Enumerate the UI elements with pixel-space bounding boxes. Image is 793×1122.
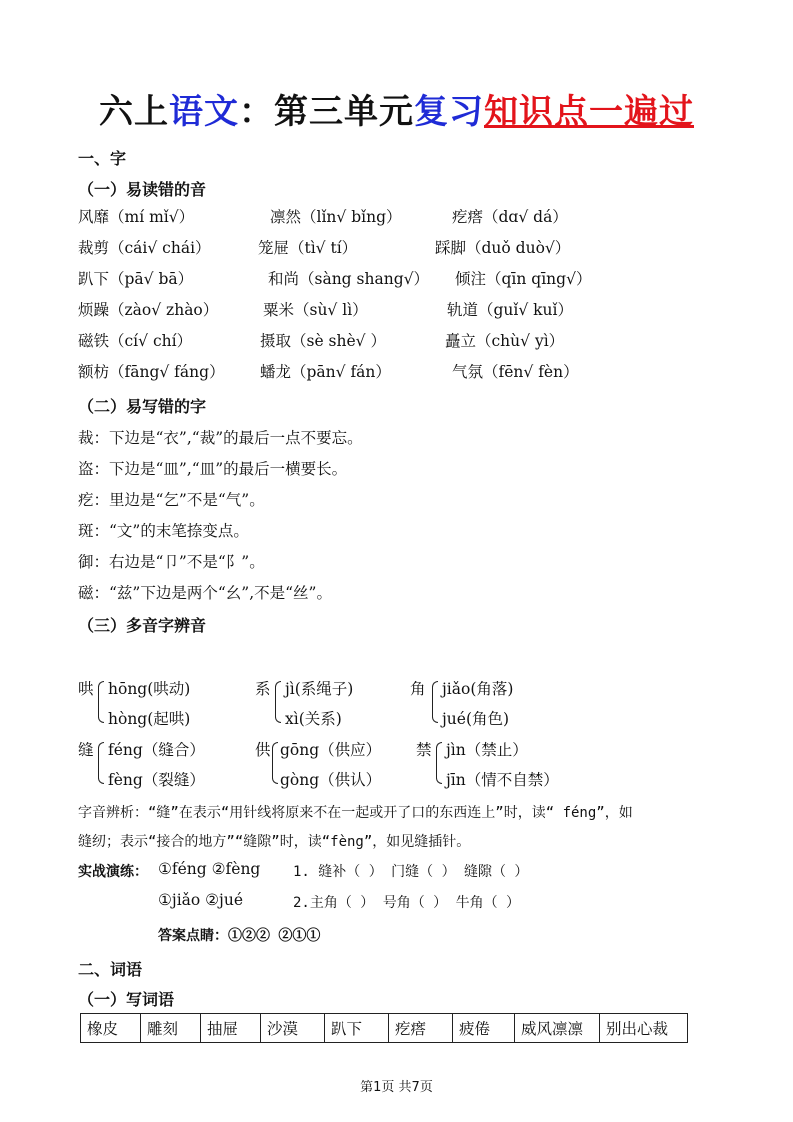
- polyphone-reading: féng（缝合）: [108, 741, 205, 759]
- vocab-cell: 沙漠: [261, 1014, 325, 1043]
- brace-icon: [272, 742, 278, 784]
- spelling-note: 裁：下边是“衣”,“裁”的最后一点不要忘。: [78, 429, 363, 447]
- spelling-note: 疙：里边是“乞”不是“气”。: [78, 491, 265, 509]
- vocab-cell: 抽屉: [201, 1014, 261, 1043]
- spelling-note: 磁：“兹”下边是两个“幺”,不是“丝”。: [78, 584, 332, 602]
- polyphone-reading: hōng(哄动): [108, 680, 191, 698]
- brace-icon: [432, 681, 438, 723]
- vocab-cell: 趴下: [325, 1014, 389, 1043]
- spelling-note: 斑：“文”的末笔捺变点。: [78, 522, 249, 540]
- vocab-cell: 橡皮: [81, 1014, 141, 1043]
- pron-item: 裁剪（cái√ chái）: [78, 239, 211, 257]
- pron-item: 摄取（sè shè√ ）: [260, 332, 386, 350]
- pron-item: 倾注（qīn qīng√）: [455, 270, 592, 288]
- pron-item: 额枋（fāng√ fáng）: [78, 363, 225, 381]
- pron-item: 笼屉（tì√ tí）: [258, 239, 358, 257]
- polyphone-reading: jì(系绳子): [285, 680, 354, 698]
- pron-item: 风靡（mí mǐ√）: [78, 208, 195, 226]
- pron-item: 矗立（chù√ yì）: [445, 332, 565, 350]
- brace-icon: [98, 681, 104, 723]
- analysis-line-2: 缝纫；表示“接合的地方”“缝隙”时，读“fèng”，如见缝插针。: [78, 834, 471, 850]
- pron-item: 轨道（guǐ√ kuǐ）: [447, 301, 573, 319]
- polyphone-reading: jìn（禁止）: [446, 741, 528, 759]
- practice-label: 实战演练：: [78, 864, 148, 880]
- polyphone-reading: gòng（供认）: [280, 771, 382, 789]
- polyphone-reading: gōng（供应）: [280, 741, 382, 759]
- pron-item: 踩脚（duǒ duò√）: [435, 239, 571, 257]
- practice-items-1: 1. 缝补（ ） 门缝（ ） 缝隙（ ）: [293, 864, 529, 880]
- brace-icon: [436, 742, 442, 784]
- practice-options-1: ①féng ②fèng: [158, 860, 261, 878]
- polyphone-char: 角: [410, 680, 426, 698]
- table-row: [81, 1014, 688, 1043]
- analysis-line-1: 字音辨析：“缝”在表示“用针线将原来不在一起或开了口的东西连上”时，读“ féng”，如: [78, 805, 633, 821]
- subheading-spelling: （二）易写错的字: [78, 397, 207, 416]
- polyphone-reading: jīn（情不自禁）: [446, 771, 559, 789]
- section-heading-words: 二、词语: [78, 960, 143, 979]
- section-heading-characters: 一、字: [78, 149, 127, 168]
- pron-item: 粟米（sù√ lì）: [263, 301, 368, 319]
- vocab-cell: 疙瘩: [389, 1014, 453, 1043]
- pron-item: 磁铁（cí√ chí）: [78, 332, 193, 350]
- polyphone-reading: hòng(起哄): [108, 710, 191, 728]
- polyphone-reading: fèng（裂缝）: [108, 771, 205, 789]
- title-part-2: 语文: [169, 92, 239, 132]
- practice-answer: 答案点睛：①②② ②①①: [158, 928, 321, 944]
- pron-item: 蟠龙（pān√ fán）: [260, 363, 391, 381]
- vocab-cell: 威风凛凛: [515, 1014, 600, 1043]
- pron-item: 气氛（fēn√ fèn）: [452, 363, 579, 381]
- practice-items-2: 2.主角（ ） 号角（ ） 牛角（ ）: [293, 895, 521, 911]
- subheading-pronunciation: （一）易读错的音: [78, 180, 207, 199]
- polyphone-reading: jué(角色): [442, 710, 510, 728]
- pron-item: 疙瘩（dɑ√ dá）: [452, 208, 568, 226]
- brace-icon: [275, 681, 281, 723]
- pron-item: 烦躁（zào√ zhào）: [78, 301, 219, 319]
- pron-item: 凛然（lǐn√ bǐng）: [270, 208, 402, 226]
- polyphone-reading: xì(关系): [285, 710, 342, 728]
- pron-item: 趴下（pā√ bā）: [78, 270, 194, 288]
- polyphone-char: 缝: [78, 741, 94, 759]
- subheading-write-words: （一）写词语: [78, 990, 175, 1009]
- subheading-polyphones: （三）多音字辨音: [78, 616, 207, 635]
- polyphone-char: 系: [255, 680, 271, 698]
- spelling-note: 御：右边是“卩”不是“阝”。: [78, 553, 265, 571]
- vocab-cell: 别出心裁: [600, 1014, 688, 1043]
- page-footer: 第1页 共7页: [360, 1080, 433, 1095]
- polyphone-char: 禁: [416, 741, 432, 759]
- practice-options-2: ①jiǎo ②jué: [158, 891, 244, 909]
- polyphone-char: 供: [255, 741, 271, 759]
- title-part-4: 复习: [414, 92, 484, 132]
- vocab-cell: 雕刻: [141, 1014, 201, 1043]
- title-part-5: 知识点一遍过: [484, 92, 694, 132]
- title-part-3: ：第三单元: [239, 92, 414, 132]
- polyphone-char: 哄: [78, 680, 94, 698]
- brace-icon: [98, 742, 104, 784]
- polyphone-reading: jiǎo(角落): [442, 680, 514, 698]
- vocab-cell: 疲倦: [453, 1014, 515, 1043]
- spelling-note: 盗：下边是“皿”,“皿”的最后一横要长。: [78, 460, 348, 478]
- title-part-1: 六上: [99, 92, 169, 132]
- vocab-table: [80, 1013, 688, 1043]
- pron-item: 和尚（sàng shang√）: [268, 270, 429, 288]
- page-title: [0, 84, 793, 133]
